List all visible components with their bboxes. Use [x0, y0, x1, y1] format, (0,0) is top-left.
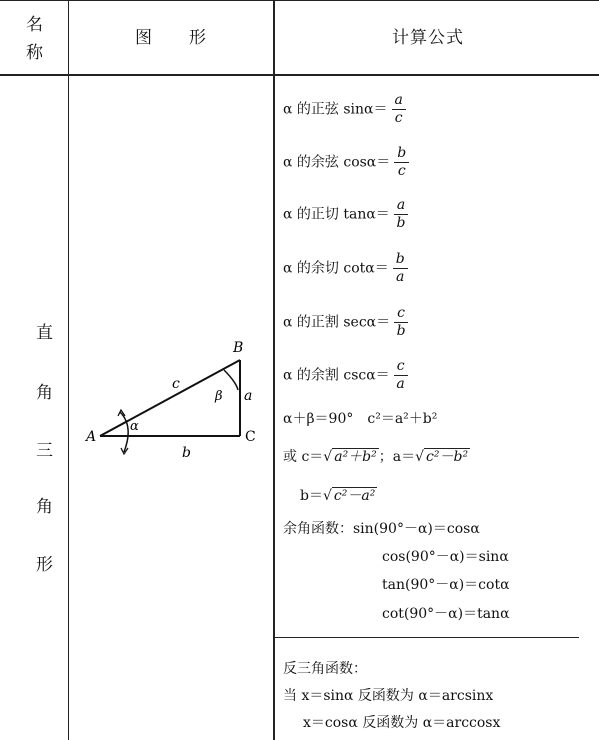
label-b: b [182, 445, 191, 461]
formula-tan: α 的正切 tanα＝ $\frac{a}{b}$ [283, 197, 408, 232]
label-A: A [86, 429, 97, 445]
label-c: c [172, 376, 180, 392]
formula-b: b＝√ c²－a² [300, 488, 376, 504]
header-formula: 计算公式 [392, 28, 464, 48]
complement-3: tan(90°－α)＝cotα [382, 577, 510, 593]
label-alpha: α [130, 419, 139, 434]
formula-cot: α 的余切 cotα＝ $\frac{b}{a}$ [283, 251, 408, 286]
category-char-1: 直 [36, 323, 53, 343]
column-divider-1 [68, 0, 69, 740]
right-triangle-figure [78, 330, 268, 465]
header-figure: 图 形 [135, 28, 207, 48]
beta-arc [224, 370, 238, 390]
formula-cos: α 的余弦 cosα＝ $\frac{b}{c}$ [283, 145, 409, 180]
formula-angles: α＋β＝90° c²＝a²＋b² [283, 411, 438, 427]
category-char-2: 角 [36, 383, 53, 403]
formula-sin: α 的正弦 sinα＝ $\frac{a}{c}$ [283, 92, 406, 127]
complement-4: cot(90°－α)＝tanα [382, 606, 510, 622]
label-a: a [244, 388, 253, 404]
inverse-title: 反三角函数： [283, 661, 367, 677]
top-border [0, 0, 599, 1]
formula-section-divider [273, 637, 579, 638]
label-beta: β [215, 389, 223, 404]
header-divider [0, 74, 599, 76]
header-name-char-1: 名 [26, 15, 44, 35]
label-B: B [233, 340, 244, 356]
formula-csc: α 的余割 cscα＝ $\frac{c}{a}$ [283, 358, 408, 393]
category-char-3: 三 [36, 441, 53, 461]
alpha-arc [120, 412, 128, 452]
complement-2: cos(90°－α)＝sinα [382, 549, 509, 565]
inverse-1: 当 x＝sinα 反函数为 α＝arcsinx [283, 688, 494, 704]
column-divider-2 [273, 0, 275, 740]
formula-or: 或 c＝√ a²＋b² ；a＝√ c²－b² [283, 449, 469, 465]
header-name-char-2: 称 [26, 43, 44, 63]
formula-sec: α 的正割 secα＝ $\frac{c}{b}$ [283, 305, 408, 340]
category-char-5: 形 [36, 555, 53, 575]
complement-title: 余角函数：sin(90°－α)＝cosα [283, 521, 480, 537]
category-char-4: 角 [36, 497, 53, 517]
label-C: C [245, 429, 256, 445]
inverse-2: x＝cosα 反函数为 α＝arccosx [303, 715, 501, 731]
